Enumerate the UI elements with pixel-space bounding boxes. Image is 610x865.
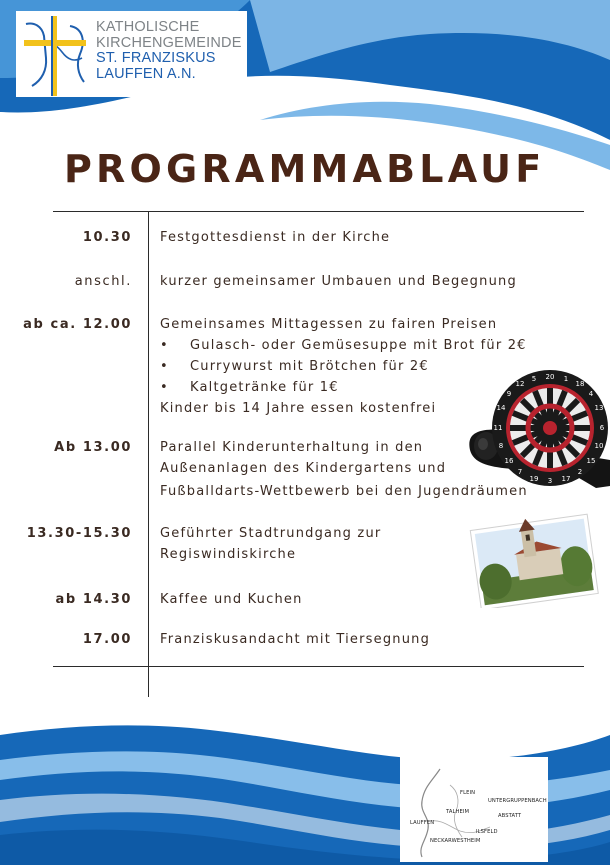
dart-number: 19 [529,475,539,483]
dart-number: 3 [547,477,553,485]
dart-number: 16 [504,457,514,465]
dart-number: 17 [561,475,571,483]
logo-text [96,20,242,82]
dart-number: 13 [594,404,604,412]
dart-number: 9 [506,390,512,398]
region-map [400,757,548,862]
dart-number: 7 [517,468,523,476]
map-label-lauffen: LAUFFEN [410,820,435,826]
map-label-ilsfeld: ILSFELD [476,829,498,835]
time-13-00: Ab 13.00 [54,440,132,455]
event-umbauen: kurzer gemeinsamer Umbauen und Begegnung [160,274,517,289]
event-stadtrundgang-2: Regiswindiskirche [160,547,297,562]
map-label-talheim: TALHEIM [446,809,470,815]
time-14-30: ab 14.30 [55,592,132,607]
menu-item-getraenke: Kaltgetränke für 1€ [190,380,339,395]
church-photo [469,512,599,608]
dart-number: 14 [496,404,506,412]
dart-number: 10 [594,442,604,450]
parish-logo [16,11,247,97]
cross-logo-icon [20,14,92,96]
map-label-abstatt: ABSTATT [498,813,522,819]
time-10-30: 10.30 [82,230,132,245]
event-kinderunterhaltung-2: Außenanlagen des Kindergartens und [160,461,447,476]
table-bottom-rule [53,666,584,667]
time-13-30-15-30: 13.30-15.30 [26,526,132,541]
logo-line-1: KATHOLISCHE [96,19,200,35]
dart-number: 1 [563,375,569,383]
dart-number: 8 [498,442,504,450]
dart-number: 5 [531,375,537,383]
time-12-00: ab ca. 12.00 [23,317,132,332]
bullet-icon: • [160,338,168,353]
logo-line-3: ST. FRANZISKUS [96,50,216,66]
bullet-icon: • [160,359,168,374]
dart-number: 4 [588,390,594,398]
map-label-flein: FLEIN [460,790,476,796]
menu-item-currywurst: Currywurst mit Brötchen für 2€ [190,359,429,374]
map-outline [400,757,548,862]
dart-number: 2 [577,468,583,476]
logo-line-4: LAUFFEN A.N. [96,65,196,82]
map-label-neckarwestheim: NECKARWESTHEIM [430,838,481,844]
event-mittagessen: Gemeinsames Mittagessen zu fairen Preisen [160,317,498,332]
dart-number: 11 [493,424,503,432]
map-label-untergruppenbach: UNTERGRUPPENBACH [488,798,547,804]
event-festgottesdienst: Festgottesdienst in der Kirche [160,230,391,245]
dart-number: 20 [545,373,555,381]
event-kinder-note: Kinder bis 14 Jahre essen kostenfrei [160,401,437,416]
time-17-00: 17.00 [82,632,132,647]
event-kinderunterhaltung-3: Fußballdarts-Wettbewerb bei den Jugendräumen [160,484,528,499]
event-kinderunterhaltung-1: Parallel Kinderunterhaltung in den [160,440,424,455]
dart-number: 18 [575,380,585,388]
logo-line-2: KIRCHENGEMEINDE [96,34,242,51]
bullet-icon: • [160,380,168,395]
dart-number: 12 [515,380,525,388]
event-stadtrundgang-1: Geführter Stadtrundgang zur [160,526,382,541]
dart-number: 15 [586,457,596,465]
menu-item-suppe: Gulasch- oder Gemüsesuppe mit Brot für 2€ [190,338,527,353]
table-top-rule [53,211,584,212]
event-franziskusandacht: Franziskusandacht mit Tiersegnung [160,632,431,647]
table-divider [148,211,149,697]
event-kaffee: Kaffee und Kuchen [160,592,303,607]
page-title: PROGRAMMABLAUF [64,147,546,191]
time-anschl: anschl. [74,274,132,289]
dart-number: 6 [599,424,605,432]
